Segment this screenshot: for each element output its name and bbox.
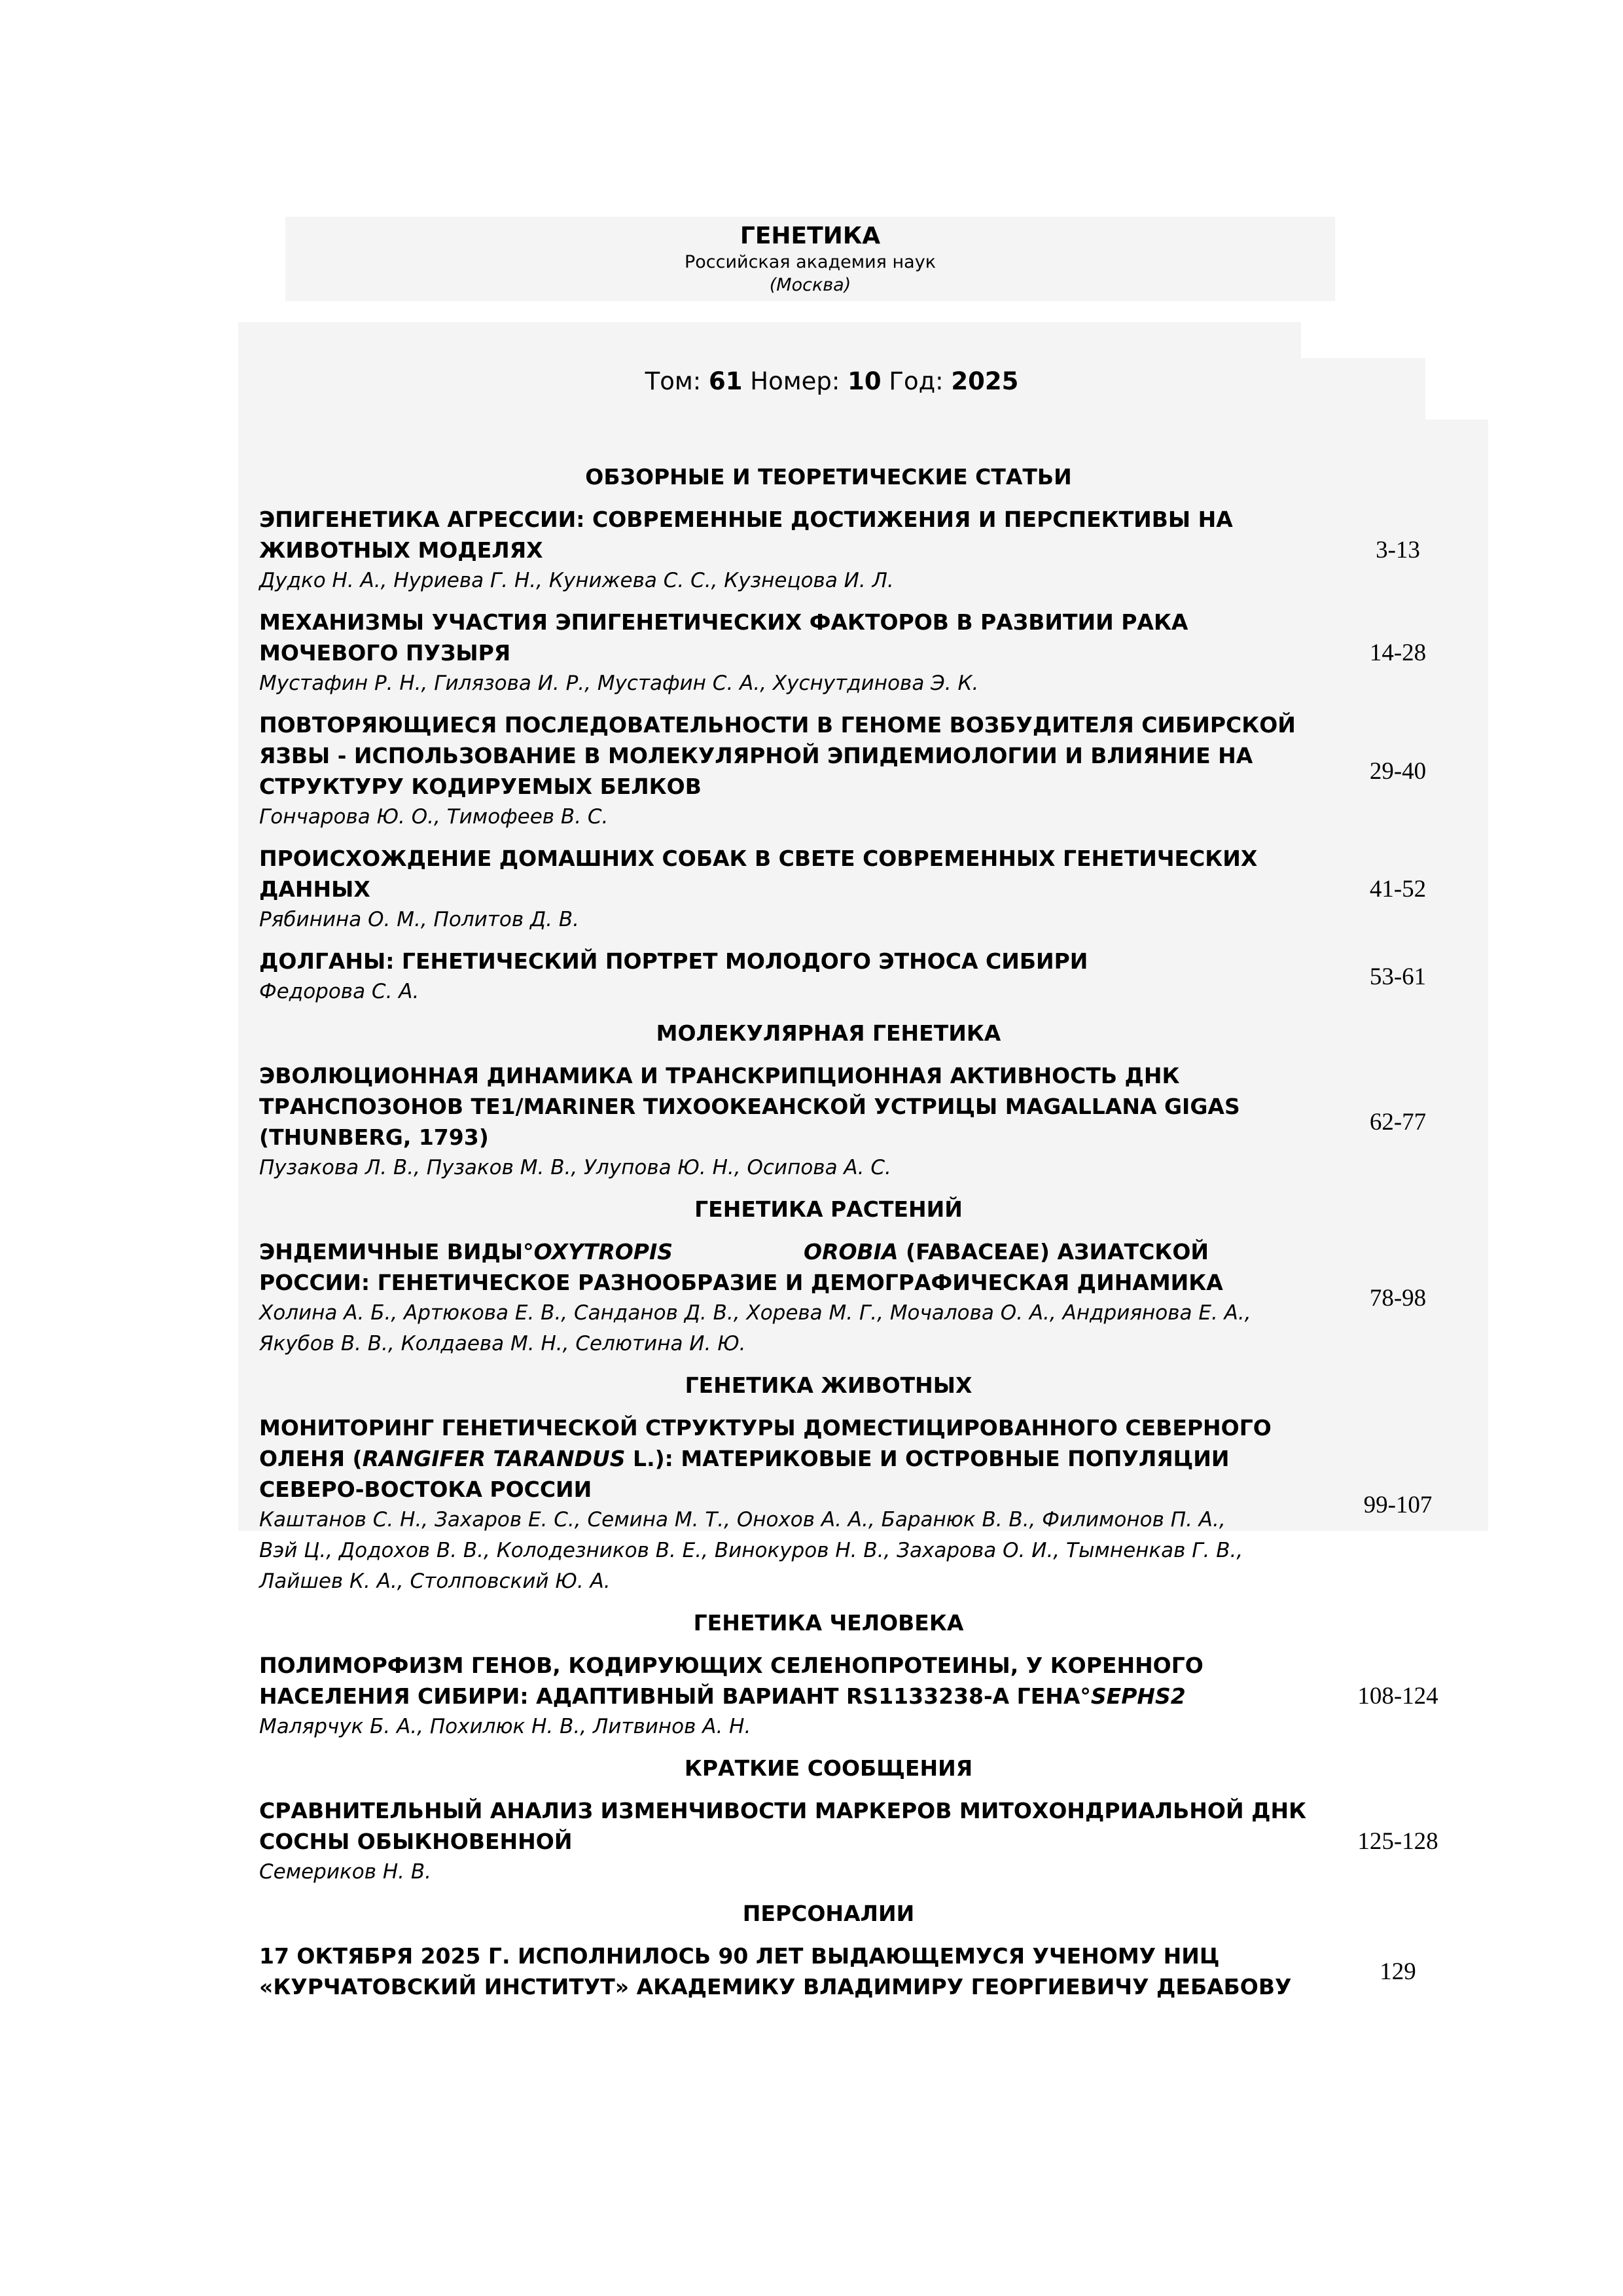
volume-value: 61 [709,367,743,395]
species-name: RANGIFER TARANDUS [362,1446,626,1471]
article-entry[interactable] [259,1060,1476,1183]
article-title-line[interactable] [259,946,1332,977]
section-heading: МОЛЕКУЛЯРНАЯ ГЕНЕТИКА [656,1020,1001,1046]
section-heading: ПЕРСОНАЛИИ [742,1901,915,1926]
article-pages: 53-61 [1369,963,1427,990]
title-text: ЭВОЛЮЦИОННАЯ ДИНАМИКА И ТРАНСКРИПЦИОННАЯ АКТИВНОСТЬ ДНК [259,1063,1180,1088]
species-name: OROBIA [804,1239,899,1265]
title-text: СРАВНИТЕЛЬНЫЙ АНАЛИЗ ИЗМЕНЧИВОСТИ МАРКЕРОВ МИТОХОНДРИАЛЬНОЙ ДНК [259,1798,1307,1823]
article-body [259,607,1332,699]
article-body [259,1941,1332,2002]
title-text: ЯЗВЫ - ИСПОЛЬЗОВАНИЕ В МОЛЕКУЛЯРНОЙ ЭПИДЕМИОЛОГИИ И ВЛИЯНИЕ НА [259,743,1253,768]
article-entry[interactable] [259,1236,1476,1359]
journal-header [285,217,1335,301]
title-text: «КУРЧАТОВСКИЙ ИНСТИТУТ» АКАДЕМИКУ ВЛАДИМИРУ ГЕОРГИЕВИЧУ ДЕБАБОВУ [259,1974,1292,2000]
article-pages: 125-128 [1357,1828,1438,1855]
article-title-line[interactable] [259,504,1332,535]
article-authors: Каштанов С. Н., Захаров Е. С., Семина М. Т., Онохов А. А., Баранюк В. В., Филимонов П. А., [259,1508,1226,1532]
year-value: 2025 [951,367,1019,395]
article-entry[interactable] [259,1650,1476,1742]
article-title-line[interactable] [259,1971,1332,2002]
article-authors: Дудко Н. А., Нуриева Г. Н., Кунижева С. С., Кузнецова И. Л. [259,569,894,592]
article-title-line[interactable] [259,637,1332,668]
title-text: (FABACEAE) АЗИАТСКОЙ [898,1239,1209,1265]
article-title-line[interactable] [259,1122,1332,1153]
article-body [259,1650,1332,1742]
article-title-line[interactable] [259,535,1332,565]
article-title-line[interactable] [259,771,1332,802]
section-heading: ГЕНЕТИКА РАСТЕНИЙ [694,1196,963,1222]
section-heading: ОБЗОРНЫЕ И ТЕОРЕТИЧЕСКИЕ СТАТЬИ [585,464,1072,490]
article-pages: 3-13 [1376,537,1420,564]
article-body [259,1236,1332,1359]
article-title-line[interactable] [259,1941,1332,1971]
article-title-line[interactable] [259,874,1332,905]
species-name: SEPHS2 [1090,1683,1186,1709]
article-authors: Рябинина О. М., Политов Д. В. [259,908,579,931]
title-text: ПРОИСХОЖДЕНИЕ ДОМАШНИХ СОБАК В СВЕТЕ СОВРЕМЕННЫХ ГЕНЕТИЧЕСКИХ [259,846,1258,871]
article-entry[interactable] [259,843,1476,935]
article-title-line[interactable] [259,1681,1332,1712]
article-pages: 41-52 [1369,876,1427,903]
title-text: МОЧЕВОГО ПУЗЫРЯ [259,640,511,666]
title-text: ТРАНСПОЗОНОВ TE1/MARINER ТИХООКЕАНСКОЙ УСТРИЦЫ MAGALLANA GIGAS [259,1094,1240,1119]
article-authors: Вэй Ц., Додохов В. В., Колодезников В. Е., Винокуров Н. В., Захарова О. И., Тымненкав Г. В., [259,1539,1243,1562]
title-text: L.): МАТЕРИКОВЫЕ И ОСТРОВНЫЕ ПОПУЛЯЦИИ [625,1446,1230,1471]
title-text: СОСНЫ ОБЫКНОВЕННОЙ [259,1829,573,1854]
article-authors: Мустафин Р. Н., Гилязова И. Р., Мустафин С. А., Хуснутдинова Э. К. [259,672,979,695]
article-body [259,843,1332,935]
article-title-line[interactable] [259,1826,1332,1857]
title-text: ДАННЫХ [259,876,370,902]
article-body [259,1795,1332,1888]
title-text: ЭНДЕМИЧНЫЕ ВИДЫ° [259,1239,534,1265]
article-entry[interactable] [259,1795,1476,1888]
article-entry[interactable] [259,946,1476,1007]
article-authors: Лайшев К. А., Столповский Ю. А. [259,1570,611,1593]
article-body [259,709,1332,833]
article-authors: Холина А. Б., Артюкова Е. В., Санданов Д. В., Хорева М. Г., Мочалова О. А., Андриянова Е. А., [259,1301,1251,1325]
journal-publisher: Российская академия наук [684,252,936,272]
article-entry[interactable] [259,607,1476,699]
section-heading: КРАТКИЕ СООБЩЕНИЯ [684,1755,973,1781]
title-text: ДОЛГАНЫ: ГЕНЕТИЧЕСКИЙ ПОРТРЕТ МОЛОДОГО ЭТНОСА СИБИРИ [259,948,1088,974]
article-authors: Семериков Н. В. [259,1860,431,1884]
title-text: РОССИИ: ГЕНЕТИЧЕСКОЕ РАЗНООБРАЗИЕ И ДЕМОГРАФИЧЕСКАЯ ДИНАМИКА [259,1270,1223,1295]
article-body [259,1412,1332,1597]
section-heading: ГЕНЕТИКА ЧЕЛОВЕКА [693,1610,964,1636]
article-title-line[interactable] [259,740,1332,771]
title-text: МОНИТОРИНГ ГЕНЕТИЧЕСКОЙ СТРУКТУРЫ ДОМЕСТИЦИРОВАННОГО СЕВЕРНОГО [259,1415,1272,1441]
species-name: OXYTROPIS [533,1239,673,1265]
journal-title: ГЕНЕТИКА [740,223,881,249]
article-pages: 99-107 [1363,1491,1433,1518]
year-label: Год: [889,367,944,395]
article-title-line[interactable] [259,1267,1332,1298]
issue-info [238,363,1425,400]
article-authors: Якубов В. В., Колдаева М. Н., Селютина И. Ю. [259,1332,746,1355]
article-title-line[interactable] [259,1412,1332,1443]
article-body [259,1060,1332,1183]
article-title-line[interactable] [259,1650,1332,1681]
number-value: 10 [847,367,882,395]
article-pages: 62-77 [1369,1108,1427,1136]
article-title-line[interactable] [259,709,1332,740]
article-authors: Гончарова Ю. О., Тимофеев В. С. [259,805,609,829]
article-pages: 14-28 [1369,639,1427,666]
article-title-line[interactable] [259,1795,1332,1826]
title-text: СТРУКТУРУ КОДИРУЕМЫХ БЕЛКОВ [259,774,702,799]
article-entry[interactable] [259,504,1476,596]
article-title-line[interactable] [259,1236,1332,1267]
article-entry[interactable] [259,709,1476,833]
article-entry[interactable] [259,1412,1476,1597]
article-authors: Пузакова Л. В., Пузаков М. В., Улупова Ю. Н., Осипова А. С. [259,1156,891,1179]
title-text: МЕХАНИЗМЫ УЧАСТИЯ ЭПИГЕНЕТИЧЕСКИХ ФАКТОРОВ В РАЗВИТИИ РАКА [259,609,1188,635]
article-pages: 108-124 [1357,1683,1438,1710]
article-pages: 78-98 [1369,1284,1427,1312]
title-text: СЕВЕРО-ВОСТОКА РОССИИ [259,1477,592,1502]
article-title-line[interactable] [259,1060,1332,1091]
journal-city: (Москва) [769,275,851,295]
section-heading: ГЕНЕТИКА ЖИВОТНЫХ [685,1372,972,1398]
article-pages: 129 [1380,1958,1416,1985]
issue-panel-top [238,322,1301,361]
number-label: Номер: [750,367,840,395]
title-text: ЭПИГЕНЕТИКА АГРЕССИИ: СОВРЕМЕННЫЕ ДОСТИЖЕНИЯ И ПЕРСПЕКТИВЫ НА [259,507,1233,532]
article-title-line[interactable] [259,1474,1332,1505]
article-body [259,504,1332,596]
title-text: ОЛЕНЯ ( [259,1446,363,1471]
title-text: 17 ОКТЯБРЯ 2025 Г. ИСПОЛНИЛОСЬ 90 ЛЕТ ВЫДАЮЩЕМУСЯ УЧЕНОМУ НИЦ [259,1943,1220,1969]
article-authors: Федорова С. А. [259,980,419,1003]
article-authors: Малярчук Б. А., Похилюк Н. В., Литвинов А. Н. [259,1715,751,1738]
article-title-line[interactable] [259,1091,1332,1122]
title-text: ЖИВОТНЫХ МОДЕЛЯХ [259,537,543,563]
article-title-line[interactable] [259,843,1332,874]
table-of-contents [259,461,1476,2013]
title-text: (THUNBERG, 1793) [259,1124,489,1150]
article-title-line[interactable] [259,607,1332,637]
title-text: ПОВТОРЯЮЩИЕСЯ ПОСЛЕДОВАТЕЛЬНОСТИ В ГЕНОМЕ ВОЗБУДИТЕЛЯ СИБИРСКОЙ [259,712,1296,738]
title-text: ПОЛИМОРФИЗМ ГЕНОВ, КОДИРУЮЩИХ СЕЛЕНОПРОТЕИНЫ, У КОРЕННОГО [259,1653,1204,1678]
article-body [259,946,1332,1007]
volume-label: Том: [645,367,702,395]
article-pages: 29-40 [1369,757,1427,785]
title-text: НАСЕЛЕНИЯ СИБИРИ: АДАПТИВНЫЙ ВАРИАНТ RS1133238-A ГЕНА° [259,1683,1091,1709]
article-entry[interactable] [259,1941,1476,2002]
article-title-line[interactable] [259,1443,1332,1474]
